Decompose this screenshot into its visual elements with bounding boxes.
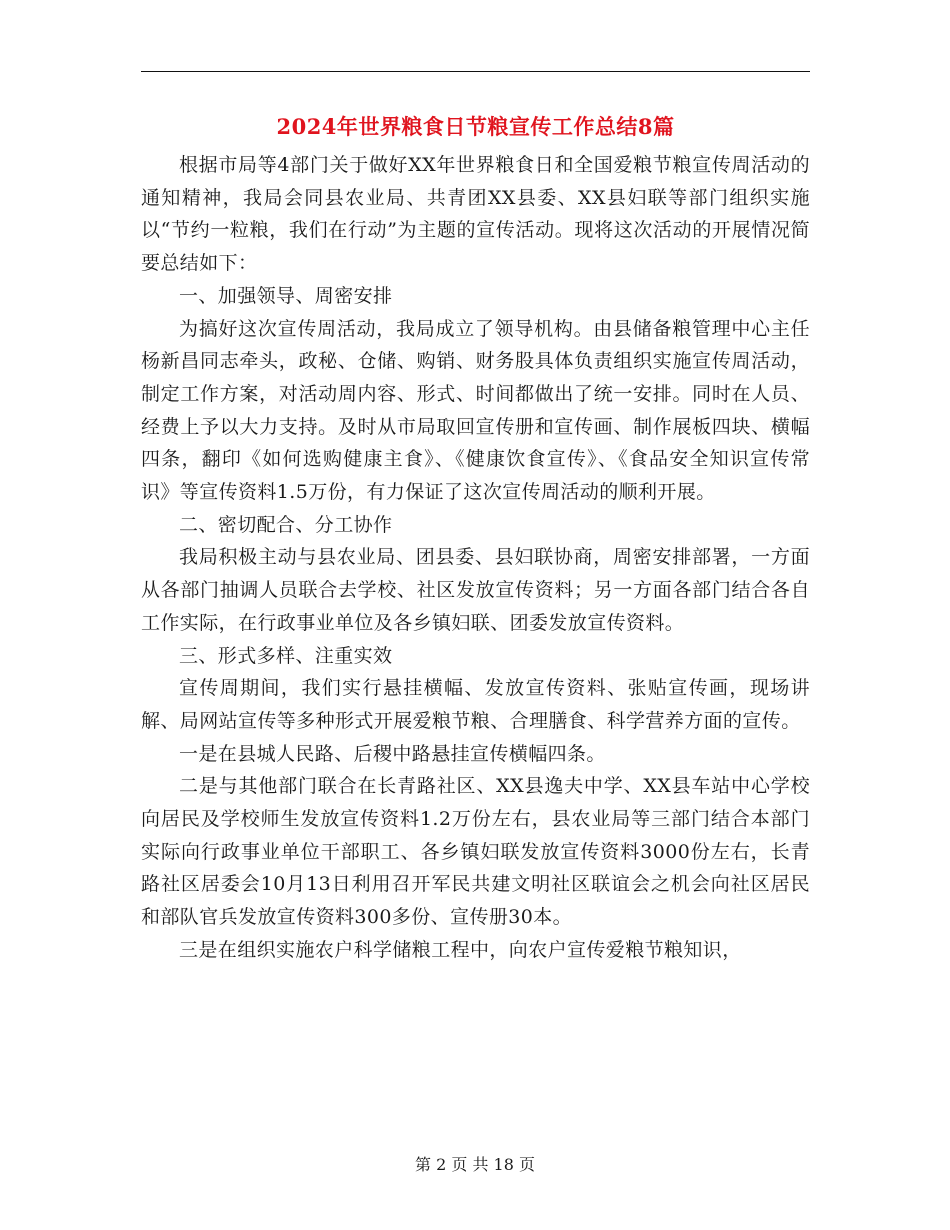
- header-rule: [141, 71, 810, 72]
- section-3-paragraph: 宣传周期间，我们实行悬挂横幅、发放宣传资料、张贴宣传画，现场讲解、局网站宣传等多种形式开展爱粮节粮、合理膳食、科学营养方面的宣传。: [141, 677, 810, 732]
- section-3-item-3: 三是在组织实施农户科学储粮工程中，向农户宣传爱粮节粮知识，: [179, 938, 742, 961]
- section-heading-3: 三、形式多样、注重实效: [179, 644, 393, 667]
- section-3-item-2: 二是与其他部门联合在长青路社区、XX县逸夫中学、XX县车站中心学校向居民及学校师生发放宣传资料1.2万份左右，县农业局等三部门结合本部门实际向行政事业单位干部职工、各乡镇妇联发放宣传资料3000份左右，长青路社区居委会10月13日利用召开军民共建文明社区联谊会之机会向社区居民和部队官兵发放宣传资料300多份、宣传册30本。: [141, 775, 810, 929]
- intro-paragraph: 根据市局等4部门关于做好XX年世界粮食日和全国爱粮节粮宣传周活动的通知精神，我局会同县农业局、共青团XX县委、XX县妇联等部门组织实施以“节约一粒粮，我们在行动”为主题的宣传活动。现将这次活动的开展情况简要总结如下：: [141, 154, 810, 275]
- section-2-paragraph: 我局积极主动与县农业局、团县委、县妇联协商，周密安排部署，一方面从各部门抽调人员联合去学校、社区发放宣传资料；另一方面各部门结合各自工作实际，在行政事业单位及各乡镇妇联、团委发放宣传资料。: [141, 546, 810, 634]
- document-title: 2024年世界粮食日节粮宣传工作总结8篇: [276, 114, 675, 139]
- page-number-footer: 第 2 页 共 18 页: [415, 1155, 535, 1174]
- section-heading-2: 二、密切配合、分工协作: [179, 513, 393, 536]
- section-heading-1: 一、加强领导、周密安排: [179, 284, 393, 307]
- section-3-item-1: 一是在县城人民路、后稷中路悬挂宣传横幅四条。: [179, 742, 606, 765]
- document-body: [141, 149, 810, 967]
- section-1-paragraph: 为搞好这次宣传周活动，我局成立了领导机构。由县储备粮管理中心主任杨新昌同志牵头，政秘、仓储、购销、财务股具体负责组织实施宣传周活动，制定工作方案，对活动周内容、形式、时间都做出了统一安排。同时在人员、经费上予以大力支持。及时从市局取回宣传册和宣传画、制作展板四块、横幅四条，翻印《如何选购健康主食》、《健康饮食宣传》、《食品安全知识宣传常识》等宣传资料1.5万份，有力保证了这次宣传周活动的顺利开展。: [141, 317, 810, 504]
